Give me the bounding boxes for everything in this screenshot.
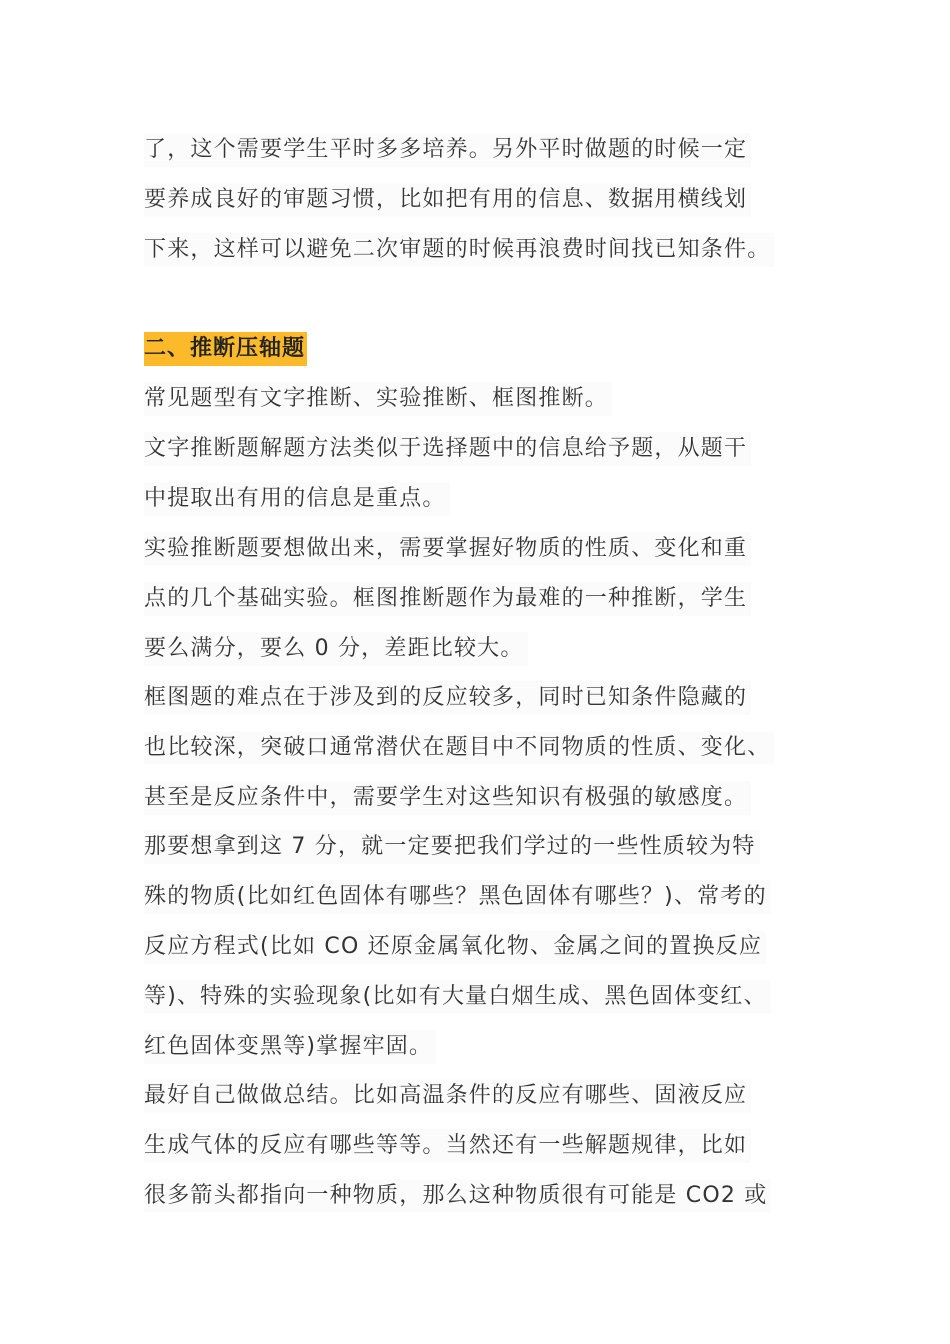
paragraph-line: 常见题型有文字推断、实验推断、框图推断。 (144, 382, 612, 416)
paragraph-line: 了，这个需要学生平时多多培养。另外平时做题的时候一定 (144, 133, 751, 167)
paragraph-line: 红色固体变黑等)掌握牢固。 (144, 1030, 436, 1064)
paragraph-line: 很多箭头都指向一种物质，那么这种物质很有可能是 CO2 或 (144, 1179, 771, 1213)
paragraph-line: 下来，这样可以避免二次审题的时候再浪费时间找已知条件。 (144, 233, 774, 267)
paragraph-line: 最好自己做做总结。比如高温条件的反应有哪些、固液反应 (144, 1079, 751, 1113)
paragraph-line: 也比较深，突破口通常潜伏在题目中不同物质的性质、变化、 (144, 731, 774, 765)
paragraph-line: 中提取出有用的信息是重点。 (144, 482, 450, 516)
paragraph-line: 要养成良好的审题习惯，比如把有用的信息、数据用横线划 (144, 183, 751, 217)
paragraph-line: 那要想拿到这 7 分，就一定要把我们学过的一些性质较为特 (144, 830, 760, 864)
paragraph-line: 殊的物质(比如红色固体有哪些？黑色固体有哪些？)、常考的 (144, 880, 771, 914)
paragraph-line: 反应方程式(比如 CO 还原金属氧化物、金属之间的置换反应 (144, 930, 766, 964)
paragraph-line: 框图题的难点在于涉及到的反应较多，同时已知条件隐藏的 (144, 681, 751, 715)
paragraph-line: 甚至是反应条件中，需要学生对这些知识有极强的敏感度。 (144, 781, 751, 815)
paragraph-line: 点的几个基础实验。框图推断题作为最难的一种推断，学生 (144, 582, 751, 616)
section-heading: 二、推断压轴题 (144, 332, 307, 366)
paragraph-line: 文字推断题解题方法类似于选择题中的信息给予题，从题干 (144, 432, 751, 466)
paragraph-line: 等)、特殊的实验现象(比如有大量白烟生成、黑色固体变红、 (144, 980, 771, 1014)
paragraph-line: 生成气体的反应有哪些等等。当然还有一些解题规律，比如 (144, 1129, 751, 1163)
paragraph-line: 实验推断题要想做出来，需要掌握好物质的性质、变化和重 (144, 532, 751, 566)
paragraph-line: 要么满分，要么 0 分，差距比较大。 (144, 632, 528, 666)
